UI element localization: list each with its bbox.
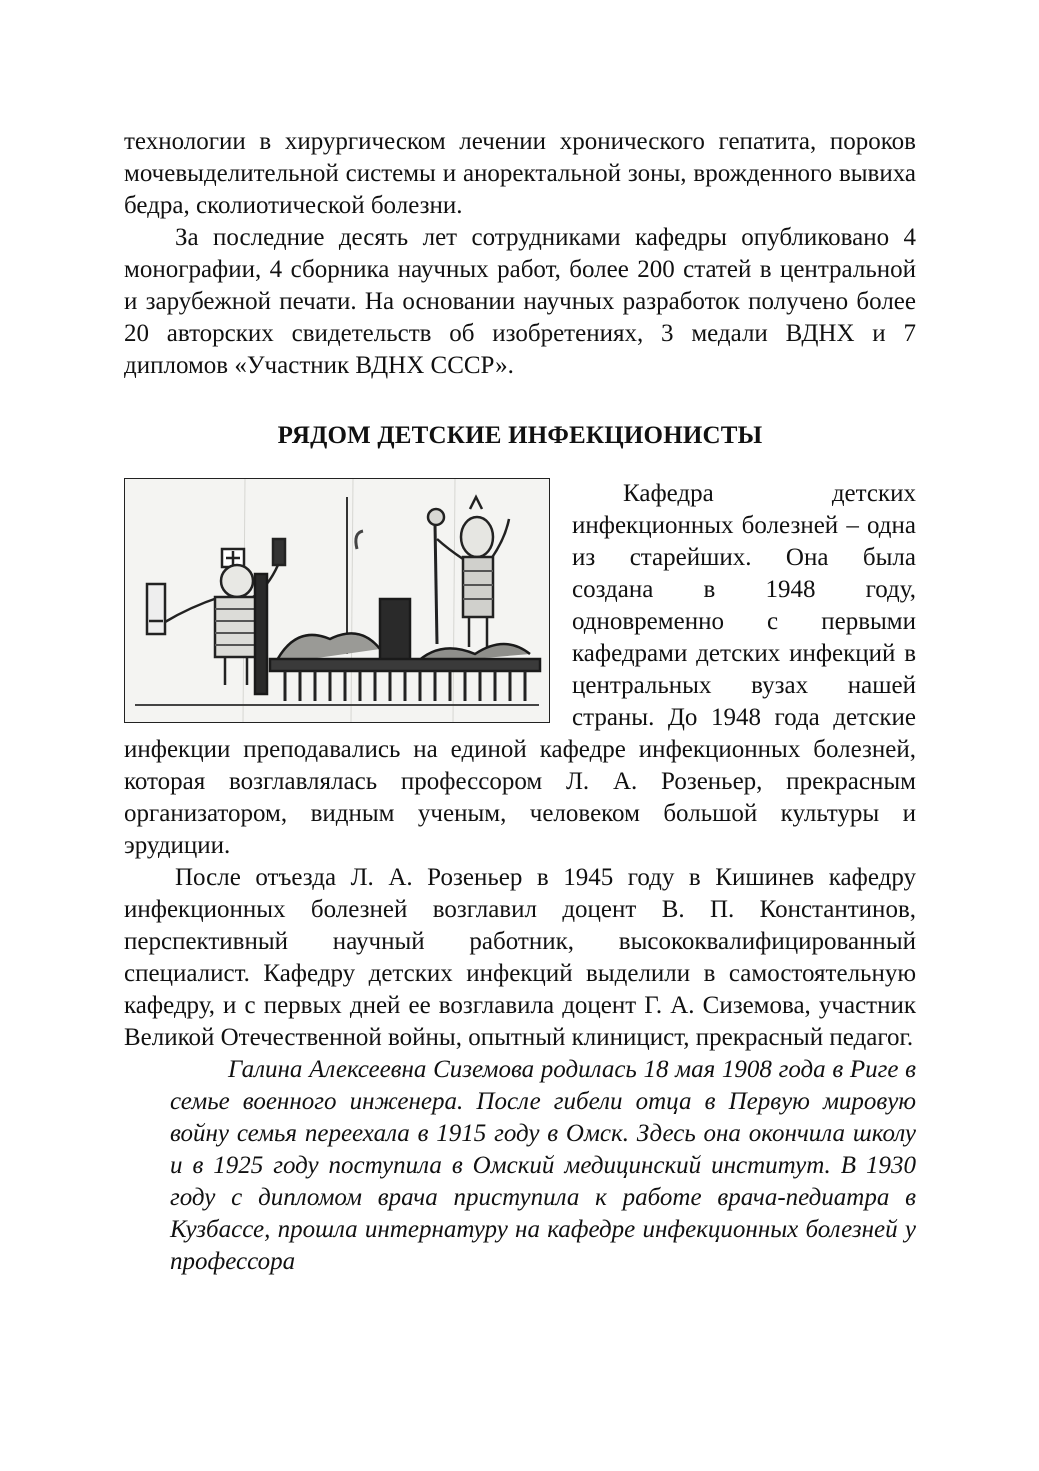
drawing-image (125, 479, 549, 722)
page (124, 126, 916, 1278)
childrens-drawing-illustration (124, 478, 550, 723)
intro-paragraph-1: технологии в хирургическом лечении хронического гепатита, пороков мочевыделительной системы и аноректальной зоны, врожденного вывиха бедра, сколиотической болезни. (124, 128, 916, 219)
section-paragraph-2: После отъезда Л. А. Розеньер в 1945 году в Кишинев кафедру инфекционных болезней возглавил доцент В. П. Константинов, перспективный научный работник, высококвалифицированный специалист. Кафедру детских инфекций выделили в самостоятельную кафедру, и с первых дней ее возглавила доцент Г. А. Сиземова, участник Великой Отечественной войны, опытный клиницист, прекрасный педагог. (124, 864, 916, 1051)
section-body (124, 478, 916, 1278)
section-paragraph-1: Кафедра детских инфекционных болезней – одна из старейших. Она была создана в 1948 году, одновременно с первыми кафедрами детских инфекций в центральных вузах нашей страны. До 1948 года детские инфекции преподавались на единой кафедре инфекционных болезней, которая возглавлялась профессором Л. А. Розеньер, прекрасным организатором, видным ученым, человеком большой культуры и эрудиции. (124, 480, 916, 859)
intro-paragraph-2: За последние десять лет сотрудниками кафедры опубликовано 4 монографии, 4 сборника научных работ, более 200 статей в центральной и зарубежной печати. На основании научных разработок получено более 20 авторских свидетельств об изобретениях, 3 медали ВДНХ и 7 дипломов «Участник ВДНХ СССР». (124, 224, 916, 379)
biography-paragraph: Галина Алексеевна Сиземова родилась 18 мая 1908 года в Риге в семье военного инженера. После гибели отца в Первую мировую войну семья переехала в 1915 году в Омск. Здесь она окончила школу и в 1925 году поступила в Омский медицинский институт. В 1930 году с дипломом врача приступила к работе врача-педиатра в Кузбассе, прошла интернатуру на кафедре инфекционных болезней у профессора (170, 1056, 916, 1275)
section-heading: РЯДОМ ДЕТСКИЕ ИНФЕКЦИОНИСТЫ (277, 422, 763, 449)
